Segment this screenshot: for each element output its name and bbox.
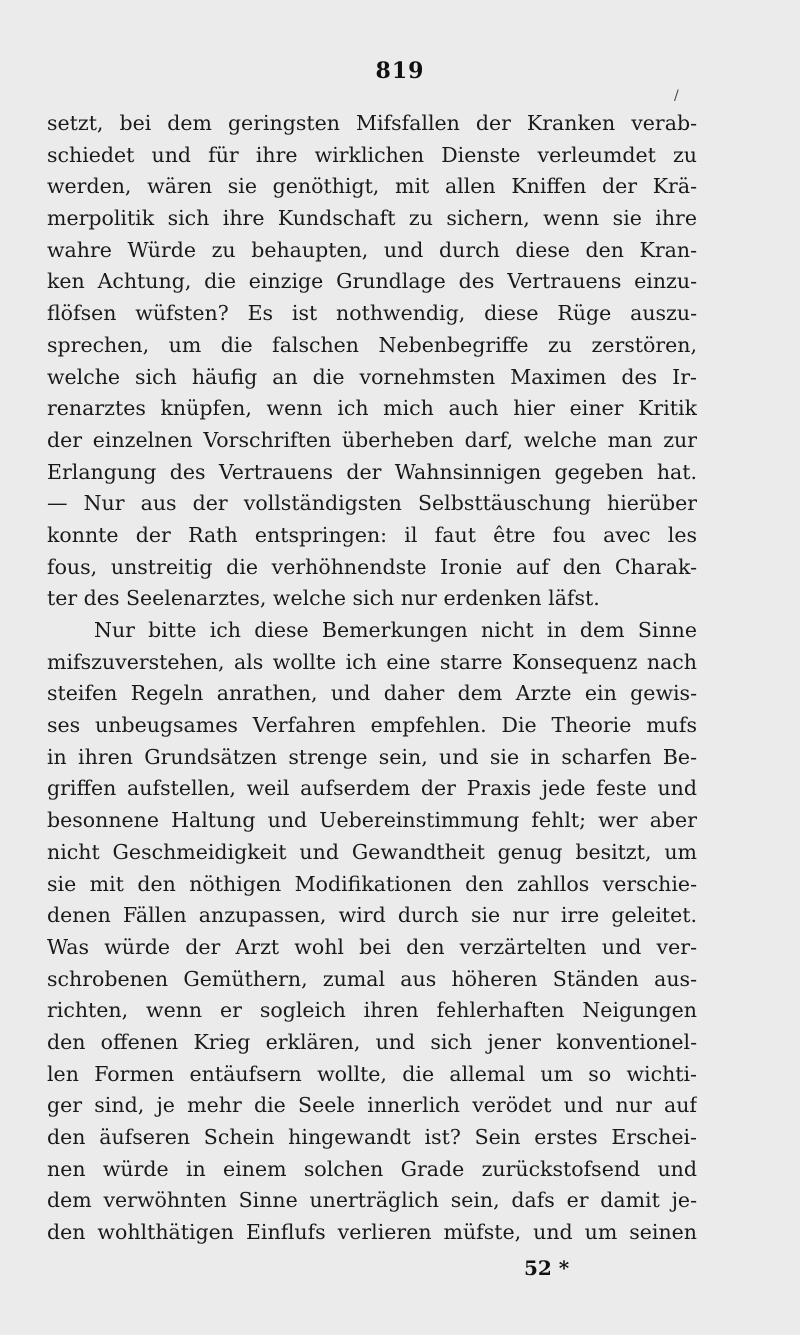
page-number: 819 [375, 58, 425, 84]
text-line: dem verwöhnten Sinne unerträglich sein, dafs er damit je- [47, 1188, 697, 1213]
text-line: welche sich häufig an die vornehmsten Maximen des Ir- [47, 364, 697, 389]
text-line: sie mit den nöthigen Modifikationen den zahllos verschie- [47, 871, 697, 896]
text-line: fous, unstreitig die verhöhnendste Ironie auf den Charak- [47, 554, 697, 579]
text-line: flöfsen wüfsten? Es ist nothwendig, diese Rüge auszu- [47, 301, 697, 326]
text-line: schrobenen Gemüthern, zumal aus höheren Ständen aus- [47, 966, 697, 991]
text-line: wahre Würde zu behaupten, und durch diese den Kran- [47, 237, 697, 262]
text-line: renarztes knüpfen, wenn ich mich auch hier einer Kritik [47, 396, 697, 421]
text-line: nicht Geschmeidigkeit und Gewandtheit genug besitzt, um [47, 839, 697, 864]
text-line: steifen Regeln anrathen, und daher dem Arzte ein gewis- [47, 681, 697, 706]
text-line: Nur bitte ich diese Bemerkungen nicht in dem Sinne [94, 618, 697, 642]
text-line: ken Achtung, die einzige Grundlage des Vertrauens einzu- [47, 269, 697, 294]
signature-mark: 52 * [524, 1256, 570, 1280]
text-line: ses unbeugsames Verfahren empfehlen. Die Theorie mufs [47, 713, 697, 738]
text-line: ger sind, je mehr die Seele innerlich verödet und nur auf [47, 1093, 697, 1118]
text-line: Was würde der Arzt wohl bei den verzärtelten und ver- [47, 934, 697, 959]
text-line: sprechen, um die falschen Nebenbegriffe zu zerstören, [47, 332, 697, 357]
text-line: richten, wenn er sogleich ihren fehlerhaften Neigungen [47, 998, 697, 1023]
text-line: in ihren Grundsätzen strenge sein, und sie in scharfen Be- [47, 744, 697, 769]
margin-mark: / [674, 88, 679, 104]
text-line: schiedet und für ihre wirklichen Dienste verleumdet zu [47, 142, 697, 167]
text-line: griffen aufstellen, weil aufserdem der Praxis jede feste und [47, 776, 697, 801]
text-line: setzt, bei dem geringsten Mifsfallen der Kranken verab- [47, 111, 697, 135]
text-line: den äufseren Schein hingewandt ist? Sein erstes Erschei- [47, 1125, 697, 1149]
text-line: besonnene Haltung und Uebereinstimmung fehlt; wer aber [47, 808, 697, 833]
text-line: mifszuverstehen, als wollte ich eine starre Konsequenz nach [47, 649, 697, 674]
text-line: ter des Seelenarztes, welche sich nur erdenken läfst. [47, 586, 600, 611]
text-line: len Formen entäufsern wollte, die allemal um so wichti- [47, 1061, 697, 1086]
text-line: Erlangung des Vertrauens der Wahnsinnigen gegeben hat. [47, 459, 697, 484]
text-line: — Nur aus der vollständigsten Selbsttäuschung hierüber [47, 491, 697, 516]
body-text [47, 108, 697, 1249]
text-line: der einzelnen Vorschriften überheben darf, welche man zur [47, 427, 697, 452]
text-line: nen würde in einem solchen Grade zurückstofsend und [47, 1156, 697, 1181]
text-line: merpolitik sich ihre Kundschaft zu sichern, wenn sie ihre [47, 206, 697, 231]
text-line: den wohlthätigen Einflufs verlieren müfste, und um seinen [47, 1220, 697, 1245]
text-line: werden, wären sie genöthigt, mit allen Kniffen der Krä- [47, 174, 697, 199]
text-line: konnte der Rath entspringen: il faut être fou avec les [47, 522, 697, 547]
text-line: denen Fällen anzupassen, wird durch sie nur irre geleitet. [47, 903, 697, 928]
text-line: den offenen Krieg erklären, und sich jener konventionel- [47, 1029, 697, 1054]
